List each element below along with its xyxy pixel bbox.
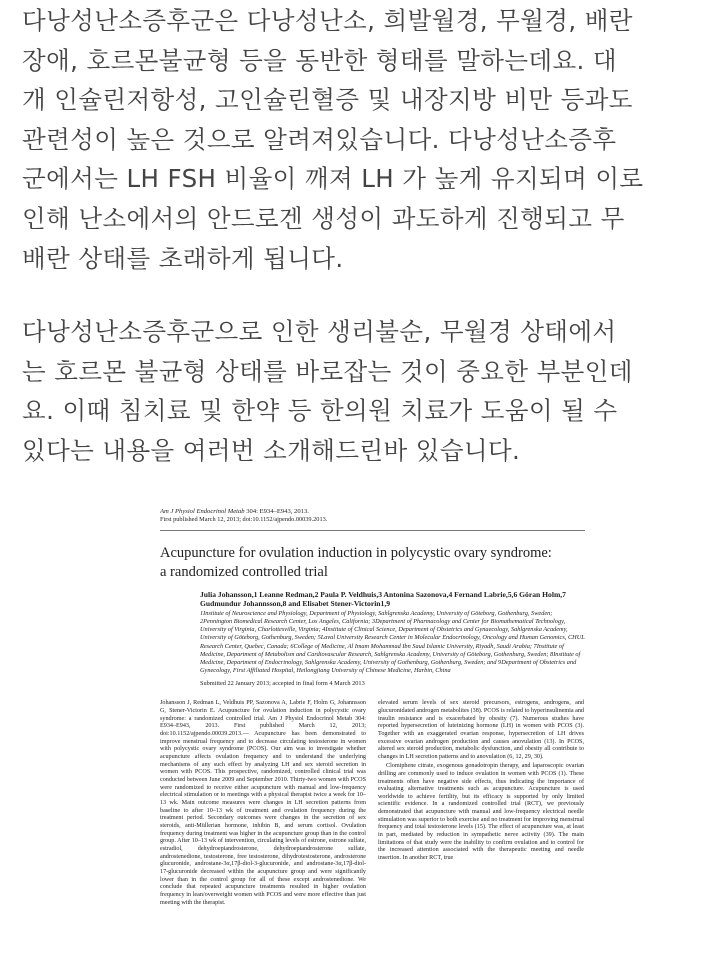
paragraph-1 — [22, 1, 643, 278]
text-line: 요. 이때 침치료 및 한약 등 한의원 치료가 도움이 될 수 — [22, 396, 618, 426]
text-line: 관련성이 높은 것으로 알려져있습니다. 다낭성난소증후 — [22, 124, 617, 154]
submission-dates: Submitted 22 January 2013; accepted in final form 4 March 2013 — [200, 680, 365, 688]
abstract: Johansson J, Redman L, Veldhuis PP, Sazonova A, Labrie F, Holm G, Johannsson G, Stener-Victorin E. Acupuncture for ovulation induction in polycystic ovary syndrome: a randomized controlled trial. Am J Physiol Endocrinol Metab 304: E934–E943, 2013. First published March 12, 2013; doi:10.1152/ajpendo.00039.2013.— Acupuncture has been demonstrated to improve menstrual frequency and to decrease circulating testosterone in women with polycystic ovary syndrome (PCOS). Our aim was to investigate whether acupuncture affects ovulation frequency and to understand the underlying mechanisms of any such effect by analyzing LH and sex steroid secretion in women with PCOS. This prospective, randomized, controlled clinical trial was conducted between June 2009 and September 2010. Thirty-two women with PCOS were randomized to receive either acupuncture with manual and low-frequency electrical stimulation or to meetings with a physical therapist twice a week for 10–13 wk. Main outcome measures were changes in LH secretion patterns from baseline to after 10–13 wk of treatment and ovulation frequency during the treatment period. Secondary outcomes were changes in the secretion of sex steroids, anti-Müllerian hormone, inhibin B, and serum cortisol. Ovulation frequency during treatment was higher in the acupuncture group than in the control group. After 10–13 wk of intervention, circulating levels of estrone, estrone sulfate, estradiol, dehydroepiandrosterone, dehydroepiandrosterone sulfate, androstenedione, testosterone, free testosterone, dihydrotestosterone, androsterone glucuronide, androstane-3α,17β-diol-3-glucuronide, and androstane-3α,17β-diol-17-glucuronide decreased within the acupuncture group and were significantly lower than in the control group for all of these except androstenedione. We conclude that repeated acupuncture treatments resulted in higher ovulation frequency in lean/overweight women with PCOS and were more effective than just meeting with the therapist. — [160, 700, 366, 906]
text-line: 군에서는 LH FSH 비율이 깨져 LH 가 높게 유지되며 이로 — [22, 164, 644, 194]
left-column — [160, 700, 366, 907]
text-line: 다낭성난소증후군으로 인한 생리불순, 무월경 상태에서 — [22, 317, 617, 346]
text-line: 있다는 내용을 여러번 소개해드린바 있습니다. — [22, 435, 521, 465]
text-line: 개 인슐린저항성, 고인슐린혈증 및 내장지방 비만 등과도 — [22, 85, 633, 115]
text-line: 인해 난소에서의 안드로겐 생성이 과도하게 진행되고 무 — [22, 203, 625, 233]
journal-reference: Am J Physiol Endocrinol Metab 304: E934–E943, 2013. — [160, 508, 309, 515]
body-paragraph: elevated serum levels of sex steroid precursors, estrogens, androgens, and glucuronidated androgen metabolites (38). PCOS is related to hyperinsulinemia and insulin resistance and is exacerbated by obesity (7). Numerous studies have reported hypersecretion of luteinizing hormone (LH) in women with PCOS (3). Together with an exaggerated ovarian response, hypersecretion of LH drives excessive ovarian androgen production and causes anovulation (13). In PCOS, altered sex steroid production, metabolic dysfunction, and obesity all contribute to changes in LH secretion patterns and to anovulation (6, 12, 29, 30). — [378, 700, 585, 761]
body-paragraph: Clomiphene citrate, exogenous gonadotropin therapy, and laparoscopic ovarian drilling are commonly used to induce ovulation in women with PCOS (1). These treatments often have negative side effects, thus indicating the importance of evaluating alternative treatments such as acupuncture. Acupuncture is used worldwide to achieve fertility, but its efficacy is supported by only limited scientific evidence. In a randomized controlled trial (RCT), we previously demonstrated that acupuncture with manual and low-frequency electrical needle stimulation was superior to both exercise and no treatment for improving menstrual frequency and total testosterone levels (15). The effect of acupuncture was, at least in part, mediated by reduction in sympathetic nerve activity (39). The main limitations of that study were the inability to confirm ovulation and to control for the increased attention associated with the therapeutic meeting and needle insertion. In another RCT, true — [378, 763, 584, 862]
paper-affiliations: 1Institute of Neuroscience and Physiology, Department of Physiology, Sahlgrenska Academy, University of Göteborg, Gothenburg, Sweden; 2Pennington Biomedical Research Center, Los Angeles, California; 3Department of Pharmacology and Center for Biomathematical Technology, University of Virginia, Charlottesville, Virginia; 4Institute of Clinical Science, Department of Obstetrics and Gynaecology, Sahlgrenska Academy, University of Göteborg, Gothenburg, Sweden; 5Laval University Research Center in Molecular Endocrinology, Oncology and Human Genomics, CHUL Research Center, Quebec, Canada; 6College of Medicine, Al Imam Mohammad Ibn Saud Islamic University, Riyadh, Saudi Arabia; 7Institute of Medicine, Department of Metabolism and Cardiovascular Research, Sahlgrenska Academy, University of Göteborg, Gothenburg, Sweden; 8Institute of Medicine, Department of Endocrinology, Sahlgrenska Academy, University of Gothenburg, Gothenburg, Sweden; and 9Department of Obstetrics and Gynecology, First Affiliated Hospital, Heilongjiang University of Chinese Medicine, Harbin, China — [200, 609, 585, 675]
text-line: 장애, 호르몬불균형 등을 동반한 형태를 말하는데요. 대 — [22, 45, 617, 75]
paper-authors: Julia Johansson,1 Leanne Redman,2 Paula P. Veldhuis,3 Antonina Sazonova,4 Fernand Labrie,5,6 Göran Holm,7 Gudmundur Johannsson,8 and Elisabet Stener-Victorin1,9 — [200, 590, 566, 609]
text-line: 는 호르몬 불균형 상태를 바로잡는 것이 중요한 부분인데 — [22, 356, 633, 386]
header-divider — [160, 530, 585, 531]
paragraph-2 — [22, 312, 633, 470]
text-line: 배란 상태를 초래하게 됩니다. — [22, 243, 344, 273]
paper-image — [160, 508, 585, 964]
paper-body-columns — [160, 700, 585, 907]
right-column — [378, 700, 584, 907]
paper-title: Acupuncture for ovulation induction in polycystic ovary syndrome: a randomized controlled trial — [160, 545, 552, 580]
publication-info: First published March 12, 2013; doi:10.1152/ajpendo.00039.2013. — [160, 516, 328, 523]
text-line: 다낭성난소증후군은 다낭성난소, 희발월경, 무월경, 배란 — [22, 6, 633, 35]
